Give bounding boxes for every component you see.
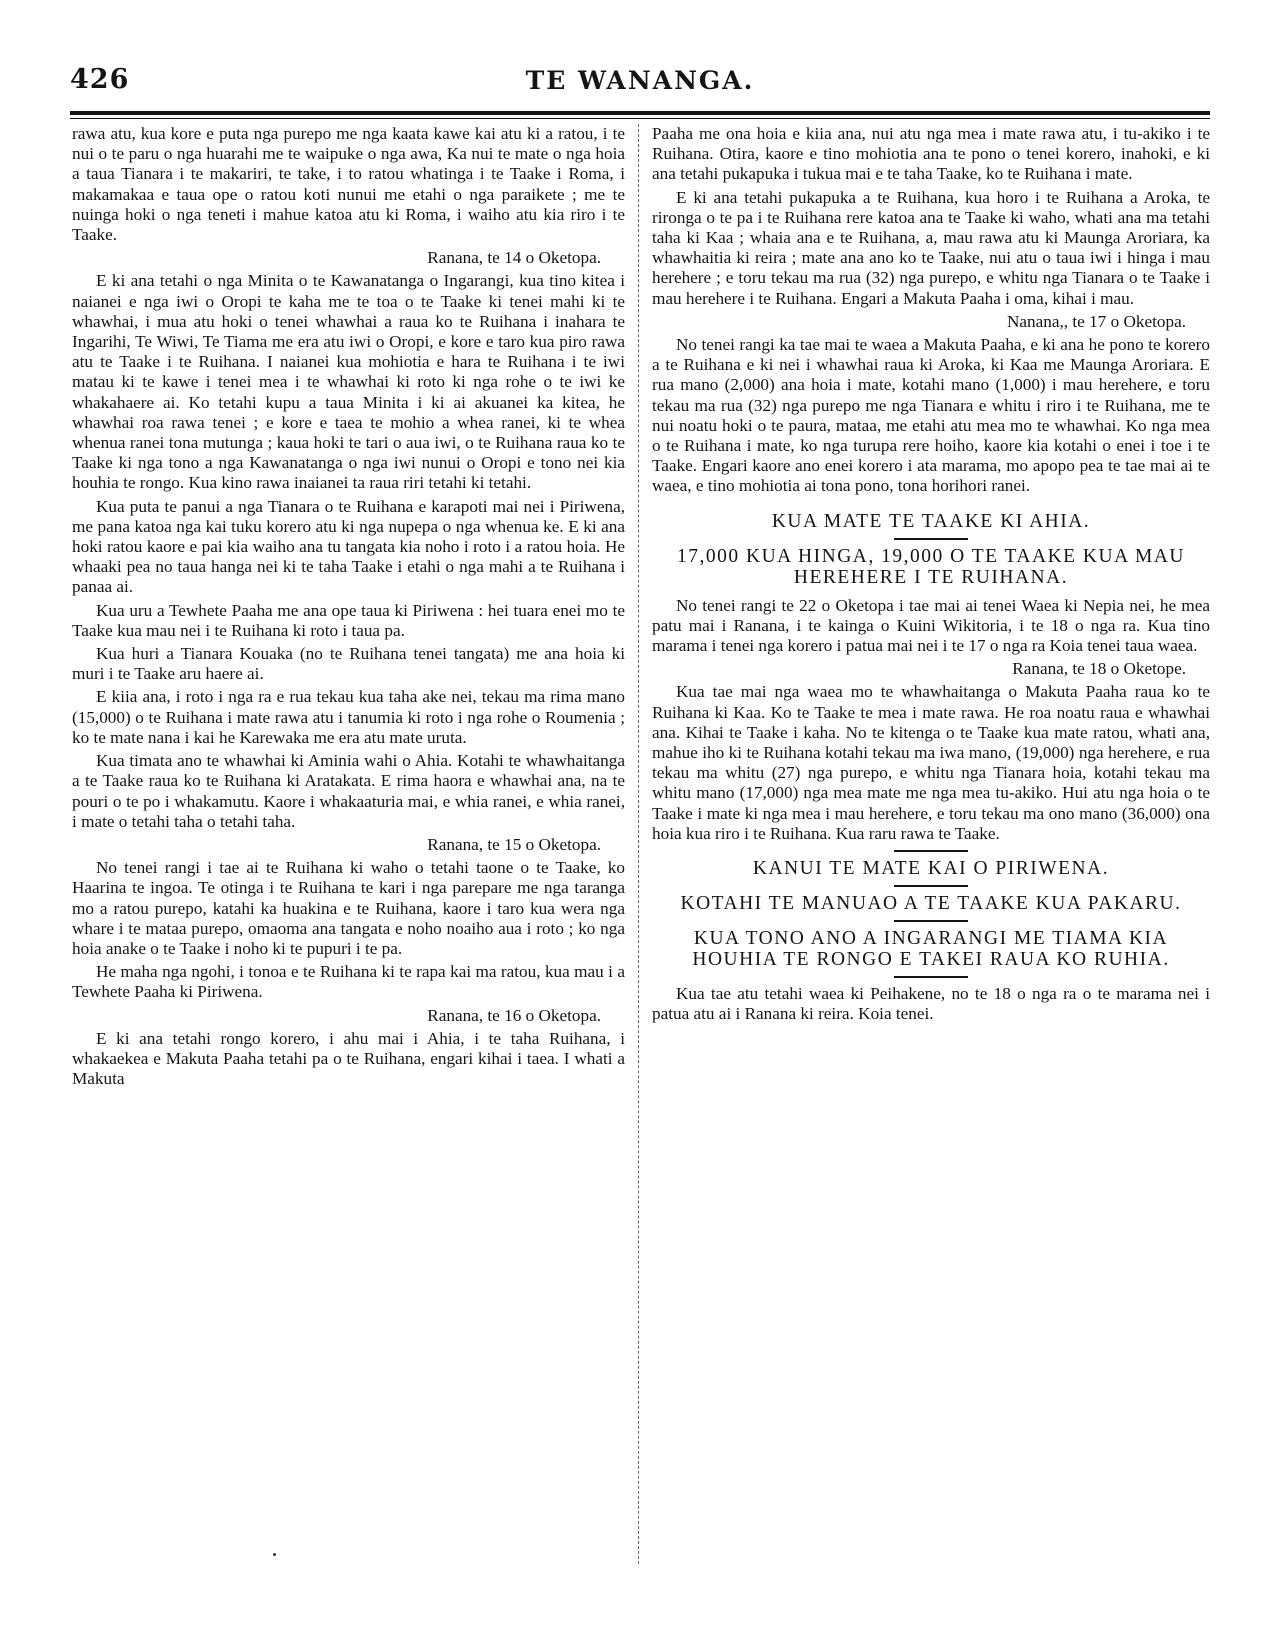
section-subheadline: 17,000 KUA HINGA, 19,000 O TE TAAKE KUA MAU HEREHERE I TE RUIHANA. <box>676 545 1185 588</box>
header-rule-thin <box>70 118 1210 119</box>
article-paragraph: Kua huri a Tianara Kouaka (no te Ruihana tenei tangata) me ana hoia ki muri i te Taake aru haere ai. <box>72 644 625 684</box>
dateline: Ranana, te 15 o Oketopa. <box>427 834 601 854</box>
article-paragraph: No tenei rangi ka tae mai te waea a Makuta Paaha, e ki ana he pono te korero a te Ruihana e ki nei i whawhai raua ki Aroka, ki Kaa me Maunga Aroriara. E rua mano (2,000) ana hoia i mate, kotahi mano (1,000) i mau herehere, e toru tekau ma rua (32) nga purepo me nga Tianara e whitu i riro i te Ruihana, me te nui noatu hoki o te paura, mataa, me etahi atu mea mo te whawhai. Ko nga mea o te Ruihana i mate, ko nga turupa rere hoiho, kaore kia kotahi o enei i toe i te Taake. Engari kaore ano enei korero i ata marama, mo apopo pea te tae mai ai te waea, e tino mohiotia ai tona pono, tona horihori ranei. <box>652 335 1210 496</box>
headline-separator <box>894 538 968 540</box>
headline-separator <box>894 976 968 978</box>
article-paragraph: E ki ana tetahi o nga Minita o te Kawanatanga o Ingarangi, kua tino kitea i naianei e nga iwi o Oropi te kaha me te toa o te Taake ki tenei mahi ki te whawhai, i mua atu hoki o tenei whawhai a raua ko te Ruihana i inahara te Ingarihi, Te Wiwi, Te Tiama me era atu iwi o Oropi, e kore e taro kua piro rawa atu te Taake i te Ruihana. I naianei kua mohiotia e hara te Ruihana i te iwi matau ki te kawe i tenei mea i te whawhai ki roto ki nga rohe o te iwi ke whakahaere ai. Ko tetahi kupu a taua Minita i ki ai akuanei ka kitea, he whawhai roa rawa tenei ; e kore e taea te mohio a whea ranei, ki te whea whenua ranei tona mutunga ; kaua hoki te tari o aua iwi, o te Ruihana raua ko te Taake ki nga tono a nga Kawanatanga o nga iwi nunui o Oropi e tono nei kia houhia te rongo. Kua kino rawa inaianei ta raua riri tetahi ki tetahi. <box>72 271 625 493</box>
section-headline: KANUI TE MATE KAI O PIRIWENA. <box>752 858 1110 880</box>
headline-separator <box>894 850 968 852</box>
article-paragraph: Paaha me ona hoia e kiia ana, nui atu nga mea i mate rawa atu, i tu-akiko i te Ruihana. Otira, kaore e tino mohiotia ana te pono o tenei korero, inahoki, e ki ana tetahi pukapuka i tukua mai e te taha Taake, ko te Ruihana i mate. <box>652 124 1210 184</box>
dateline: Ranana, te 16 o Oketopa. <box>427 1005 601 1025</box>
section-headline: KUA MATE TE TAAKE KI AHIA. <box>771 510 1091 532</box>
article-paragraph: E ki ana tetahi rongo korero, i ahu mai i Ahia, i te taha Ruihana, i whakaekea e Makuta Paaha tetahi pa o te Ruihana, engari kihai i taea. I whati a Makuta <box>72 1028 625 1089</box>
page-number: 426 <box>70 64 130 95</box>
header-rule-thick <box>70 111 1210 115</box>
right-column <box>652 124 1210 1028</box>
section-headline: KUA TONO ANO A INGARANGI ME TIAMA KIA HOUHIA TE RONGO E TAKEI RAUA KO RUHIA. <box>692 928 1170 971</box>
page-header <box>70 64 1210 104</box>
section-headline: KOTAHI TE MANUAO A TE TAAKE KUA PAKARU. <box>680 893 1182 915</box>
article-paragraph: Kua tae mai nga waea mo te whawhaitanga o Makuta Paaha raua ko te Ruihana ki Kaa. Ko te Taake te mea i mate rawa. He roa noatu raua e whawhai ana. Kihai te Taake i kaha. No te kitenga o te Taake kua mate ratou, whati ana, mahue iho ki te Ruihana kotahi tekau ma iwa mano, (19,000) nga herehere, e rua tekau ma whitu (27) nga purepo, e whitu nga Tianara hoia, kotahi tekau ma whitu mano (17,000) nga mea mate me nga mea tu-akiko. Hui atu nga hoia o te Taake i mate ki nga mea i mau herehere, e toru tekau ma ono mano (36,000) ona hoia kua riro i te Ruihana. Kua raru rawa te Taake. <box>652 682 1210 843</box>
article-paragraph: E ki ana tetahi pukapuka a te Ruihana, kua horo i te Ruihana a Aroka, te rironga o te pa i te Ruihana rere katoa ana te Taake ki waho, whati ana ma tetahi taha ki Kaa ; whaia ana e te Ruihana, a, mau rawa atu ki Maunga Aroriara, ka whawhaitia ki reira ; mate ana ano ko te Taake, nui atu o taua iwi i hinga i mau herehere ; e toru tekau ma rua (32) nga purepo, e whitu nga Tianara o te Taake i mau herehere i te Ruihana. Engari a Makuta Paaha i oma, kihai i mau. <box>652 187 1210 308</box>
headline-separator <box>894 920 968 922</box>
dateline: Ranana, te 14 o Oketopa. <box>427 248 601 268</box>
article-paragraph: rawa atu, kua kore e puta nga purepo me nga kaata kawe kai atu ki a ratou, i te nui o te paru o nga huarahi me te waipuke o nga awa, Ka nui te mate o nga hoia a taua Tianara i te makariri, te take, i to ratou whatinga i te Taake i Roma, i makamakaa e taua ope o ratou koti nunui me etahi o nga paraikete ; me te nuinga hoki o nga teneti i mahue katoa atu ki Roma, i waiho atu kia riro i te Taake. <box>72 124 625 245</box>
article-paragraph: No tenei rangi te 22 o Oketopa i tae mai ai tenei Waea ki Nepia nei, he mea patu mai i Ranana, i te kainga o Kuini Wikitoria, i te 18 o nga ra. Kua tino marama i tenei nga korero i patua mai nei i te 17 o nga ra Koia tenei taua waea. <box>652 595 1210 656</box>
article-paragraph: E kiia ana, i roto i nga ra e rua tekau kua taha ake nei, tekau ma rima mano (15,000) o te Ruihana i mate rawa atu i tanumia ki roto i nga rohe o Roumenia ; ko te mate nana i kai he Karewaka me era atu mate uruta. <box>72 687 625 747</box>
article-paragraph: No tenei rangi i tae ai te Ruihana ki waho o tetahi taone o te Taake, ko Haarina te ingoa. Te otinga i te Ruihana te kari i nga parepare me nga taranga mo a ratou purepo, katahi ka huakina e te Ruihana, kaore i taro kua wera nga whare i te mataa purepo, omaoma ana tangata e noho noaiho aua i roto ; ko nga hoia anake o te Taake i noho ki te pupuri i te pa. <box>72 858 625 958</box>
article-paragraph: Kua tae atu tetahi waea ki Peihakene, no te 18 o nga ra o te marama nei i patua atu ai i Ranana ki reira. Koia tenei. <box>652 984 1210 1024</box>
article-paragraph: Kua timata ano te whawhai ki Aminia wahi o Ahia. Kotahi te whawhaitanga a te Taake raua ko te Ruihana ki Aratakata. E rima haora e whawhai ana, na te pouri o te po i whakamutu. Kaore i whakaaturia mai, e whia ranei, e whia ranei, i mate o tetahi taha o tetahi taha. <box>72 751 625 831</box>
headline-separator <box>894 885 968 887</box>
column-divider <box>638 124 639 1564</box>
dateline: Ranana, te 18 o Oketope. <box>1012 659 1186 679</box>
left-column <box>72 124 625 1092</box>
newspaper-masthead: TE WANANGA. <box>525 66 755 95</box>
article-paragraph: Kua puta te panui a nga Tianara o te Ruihana e karapoti mai nei i Piriwena, me pana katoa nga kai tuku korero atu ki nga nupepa o nga whenua ke. E ki ana hoki ratou kaore e pai kia waiho ana tu tangata kia noho i roto i a ratou hoia. He whaaki pea no taua hanga nei ki te taha Taake i etahi o nga mahi a te Ruihana i panaa ai. <box>72 496 625 597</box>
dateline: Nanana,, te 17 o Oketopa. <box>1007 311 1186 331</box>
article-paragraph: Kua uru a Tewhete Paaha me ana ope taua ki Piriwena : hei tuara enei mo te Taake kua mau nei i te Ruihana ki roto i taua pa. <box>72 600 625 640</box>
print-speck <box>273 1553 276 1556</box>
article-paragraph: He maha nga ngohi, i tonoa e te Ruihana ki te rapa kai ma ratou, kua mau i a Tewhete Paaha ki Piriwena. <box>72 962 625 1002</box>
